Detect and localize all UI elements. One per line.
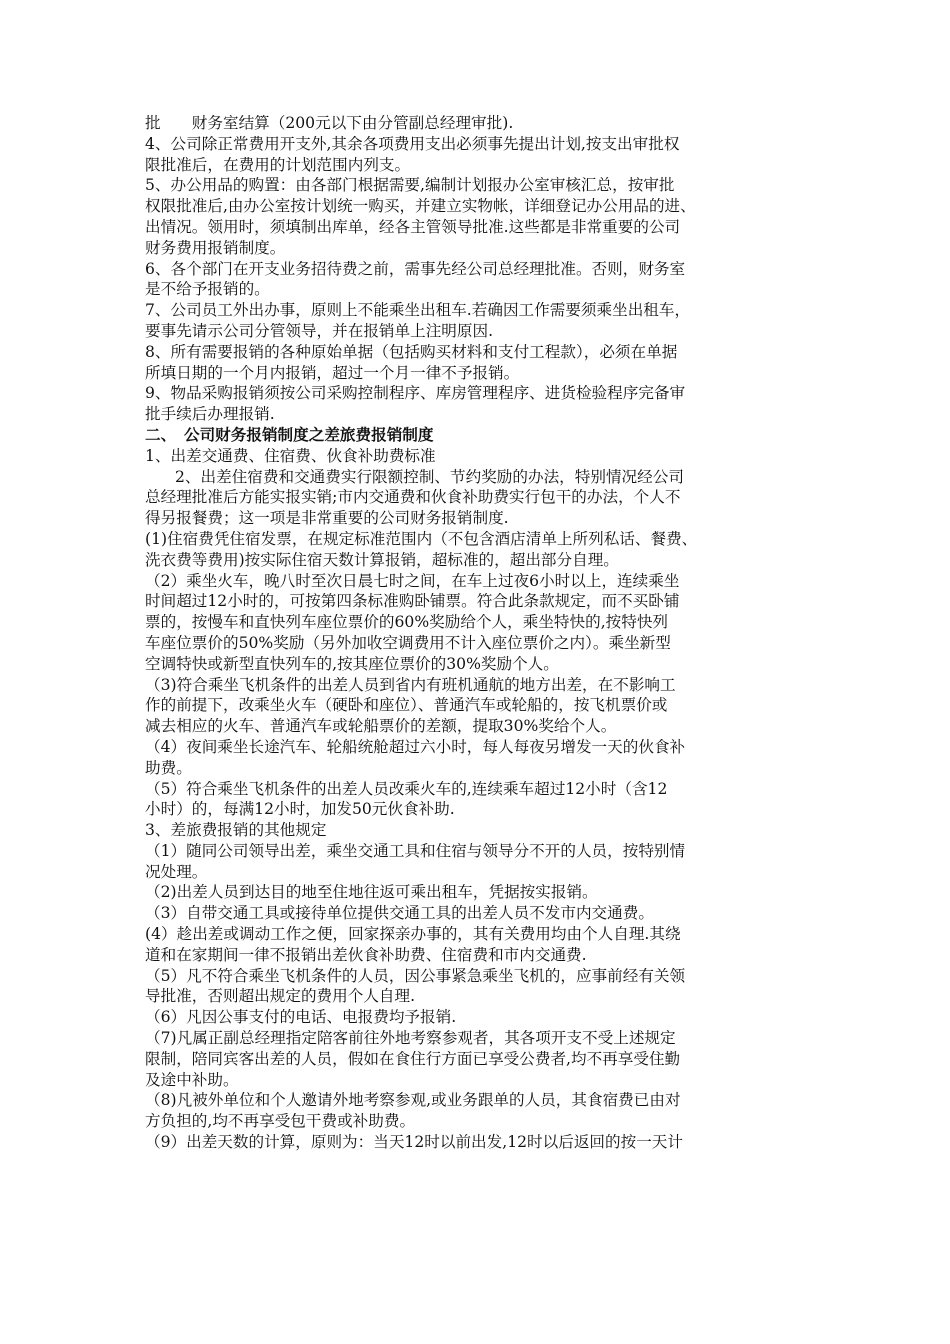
text-line: 3、差旅费报销的其他规定 <box>145 821 327 840</box>
text-line: (4）趁出差或调动工作之便，回家探亲办事的，其有关费用均由个人自理.其绕 <box>145 925 681 944</box>
text-line: 1、出差交通费、住宿费、伙食补助费标准 <box>145 446 436 465</box>
text-line: 限制，陪同宾客出差的人员，假如在食住行方面已享受公费者,均不再享受住勤 <box>145 1049 681 1068</box>
text-line: 8、所有需要报销的各种原始单据（包括购买材料和支付工程款），必须在单据 <box>145 342 678 361</box>
text-line: 限批准后，在费用的计划范围内列支。 <box>145 155 411 174</box>
text-line: 洗衣费等费用)按实际住宿天数计算报销，超标准的，超出部分自理。 <box>145 550 619 569</box>
text-line: （2)出差人员到达目的地至住地往返可乘出租车，凭据按实报销。 <box>145 883 598 902</box>
text-line: （4）夜间乘坐长途汽车、轮船统舱超过六小时，每人每夜另增发一天的伙食补 <box>145 737 686 756</box>
text-line: （5）符合乘坐飞机条件的出差人员改乘火车的,连续乘车超过12小时（含12 <box>145 779 668 798</box>
text-line: 6、各个部门在开支业务招待费之前，需事先经公司总经理批准。否则，财务室 <box>145 259 686 278</box>
text-line: 助费。 <box>145 758 192 777</box>
text-line: 5、办公用品的购置：由各部门根据需要,编制计划报办公室审核汇总，按审批 <box>145 176 675 195</box>
text-line: 道和在家期间一律不报销出差伙食补助费、住宿费和市内交通费. <box>145 945 587 964</box>
text-line: （7)凡属正副总经理指定陪客前往外地考察参观者，其各项开支不受上述规定 <box>145 1029 676 1048</box>
text-line: 7、公司员工外出办事，原则上不能乘坐出租车.若确因工作需要须乘坐出租车， <box>145 301 691 320</box>
text-line: 财务费用报销制度。 <box>145 238 286 257</box>
text-line: 总经理批准后方能实报实销;市内交通费和伙食补助费实行包干的办法，个人不 <box>145 488 681 507</box>
text-line: 4、公司除正常费用开支外,其余各项费用支出必须事先提出计划,按支出审批权 <box>145 134 680 153</box>
text-line: （6）凡因公事支付的电话、电报费均予报销. <box>145 1008 457 1027</box>
text-line: 票的，按慢车和直快列车座位票价的60%奖励给个人，乘坐特快的,按特快列 <box>145 613 669 632</box>
text-line: 作的前提下，改乘坐火车（硬卧和座位）、普通汽车或轮船的，按飞机票价或 <box>145 696 668 715</box>
text-line: 9、物品采购报销须按公司采购控制程序、库房管理程序、进货检验程序完备审 <box>145 384 686 403</box>
text-line: 方负担的,均不再享受包干费或补助费。 <box>145 1112 416 1131</box>
text-line: （5）凡不符合乘坐飞机条件的人员，因公事紧急乘坐飞机的，应事前经有关领 <box>145 966 686 985</box>
text-line: 小时）的，每满12小时，加发50元伙食补助. <box>145 800 455 819</box>
text-line: 得另报餐费；这一项是非常重要的公司财务报销制度. <box>145 509 509 528</box>
text-line: 批手续后办理报销. <box>145 405 275 424</box>
document-page <box>145 113 810 1153</box>
text-line: 要事先请示公司分管领导，并在报销单上注明原因. <box>145 321 494 340</box>
section-heading: 二、 公司财务报销制度之差旅费报销制度 <box>145 425 434 444</box>
text-line: （2）乘坐火车，晚八时至次日晨七时之间，在车上过夜6小时以上，连续乘坐 <box>145 571 680 590</box>
text-line: 空调特快或新型直快列车的,按其座位票价的30%奖励个人。 <box>145 654 559 673</box>
text-line: 况处理。 <box>145 862 208 881</box>
text-line: 及途中补助。 <box>145 1070 239 1089</box>
text-line: 时间超过12小时的，可按第四条标准购卧铺票。符合此条款规定，而不买卧铺 <box>145 592 680 611</box>
text-line: （9）出差天数的计算，原则为：当天12时以前出发,12时以后返回的按一天计 <box>145 1133 683 1152</box>
text-line: 权限批准后,由办公室按计划统一购买，并建立实物帐，详细登记办公用品的进、 <box>145 197 696 216</box>
text-line: 出情况。领用时，须填制出库单，经各主管领导批准.这些都是非常重要的公司 <box>145 217 681 236</box>
text-line: （3)符合乘坐飞机条件的出差人员到省内有班机通航的地方出差，在不影响工 <box>145 675 676 694</box>
text-line: 2、出差住宿费和交通费实行限额控制、节约奖励的办法，特别情况经公司 <box>175 467 684 486</box>
text-line: 批 财务室结算（200元以下由分管副总经理审批). <box>145 114 514 132</box>
text-line: 导批准，否则超出规定的费用个人自理. <box>145 987 416 1006</box>
text-line: 减去相应的火车、普通汽车或轮船票价的差额，提取30%奖给个人。 <box>145 717 617 736</box>
text-line: 车座位票价的50%奖励（另外加收空调费用不计入座位票价之内）。乘坐新型 <box>145 633 671 652</box>
text-line: （3）自带交通工具或接待单位提供交通工具的出差人员不发市内交通费。 <box>145 904 654 923</box>
text-line: （1）随同公司领导出差，乘坐交通工具和住宿与领导分不开的人员，按特别情 <box>145 841 686 860</box>
text-line: 是不给予报销的。 <box>145 280 270 299</box>
text-line: （8)凡被外单位和个人邀请外地考察参观,或业务跟单的人员，其食宿费已由对 <box>145 1091 681 1110</box>
text-line: (1)住宿费凭住宿发票，在规定标准范围内（不包含酒店清单上所列私话、餐费、 <box>145 529 698 548</box>
text-line: 所填日期的一个月内报销，超过一个月一律不予报销。 <box>145 363 520 382</box>
